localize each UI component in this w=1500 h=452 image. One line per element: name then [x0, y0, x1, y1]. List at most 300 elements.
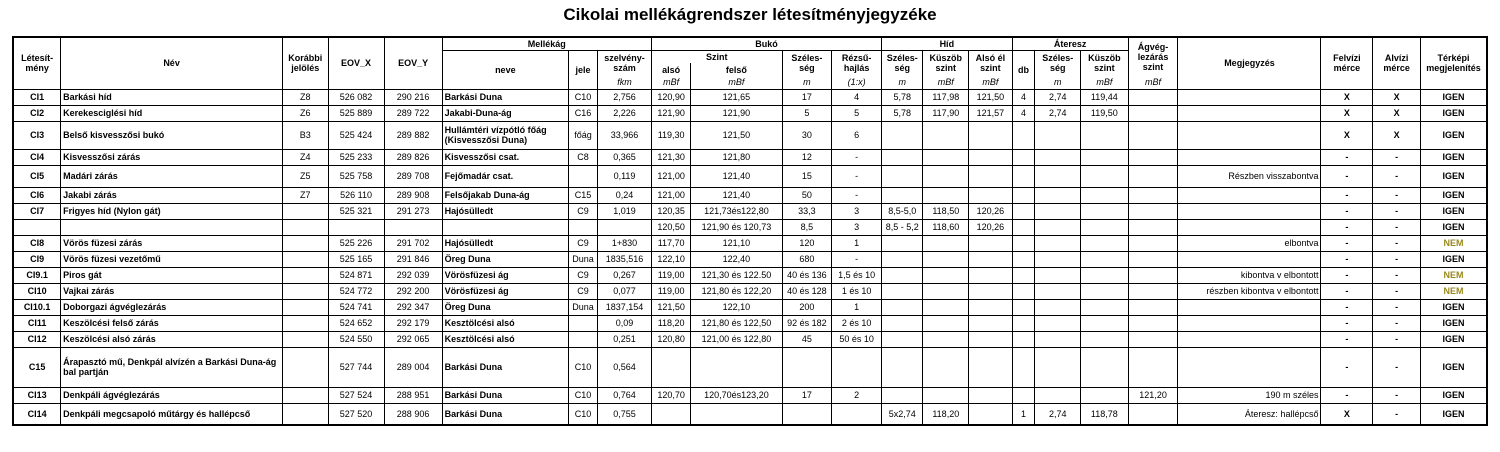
cell-buko-szel: 680	[782, 251, 832, 267]
cell-szelveny: 1+830	[598, 235, 652, 251]
cell-buko-rezsu: 1	[832, 299, 882, 315]
cell-korabbi	[282, 315, 328, 331]
cell-terkepi: IGEN	[1420, 347, 1487, 387]
cell-letesitmeny: CI5	[13, 165, 61, 187]
cell-megjegyzes	[1178, 347, 1321, 387]
cell-korabbi	[282, 219, 328, 235]
col-hid-kuszob: Küszöb szint	[923, 50, 969, 76]
cell-mellekag-jele: Duna	[569, 251, 598, 267]
cell-nev: Jakabi zárás	[61, 187, 283, 203]
cell-ateresz-szel	[1035, 149, 1081, 165]
cell-hid-szel: 8,5-5,0	[882, 203, 923, 219]
cell-alvizi: X	[1373, 105, 1421, 121]
group-buko: Bukó	[651, 37, 881, 50]
cell-terkepi: IGEN	[1420, 251, 1487, 267]
cell-eov-x	[328, 219, 384, 235]
cell-buko-also: 117,70	[651, 235, 690, 251]
cell-buko-szel: 30	[782, 121, 832, 149]
cell-nev: Frigyes híd (Nylon gát)	[61, 203, 283, 219]
cell-ateresz-szel	[1035, 187, 1081, 203]
cell-korabbi	[282, 235, 328, 251]
cell-megjegyzes	[1178, 203, 1321, 219]
cell-ateresz-db	[1012, 121, 1035, 149]
cell-buko-szel: 200	[782, 299, 832, 315]
cell-agveg	[1128, 347, 1178, 387]
cell-nev: Keszölcési alsó zárás	[61, 331, 283, 347]
cell-hid-kuszob	[923, 267, 969, 283]
table-row	[13, 403, 1487, 425]
cell-hid-kuszob	[923, 299, 969, 315]
cell-nev: Doborgazi ágvéglezárás	[61, 299, 283, 315]
cell-ateresz-szel	[1035, 387, 1081, 403]
cell-hid-also	[969, 299, 1013, 315]
cell-felvizi: -	[1321, 299, 1373, 315]
unit-buko-felso: mBf	[691, 76, 782, 89]
cell-ateresz-kuszob	[1081, 267, 1129, 283]
cell-alvizi: -	[1373, 267, 1421, 283]
cell-ateresz-db: 1	[1012, 403, 1035, 425]
cell-terkepi: IGEN	[1420, 331, 1487, 347]
cell-korabbi: Z4	[282, 149, 328, 165]
cell-hid-szel: 5,78	[882, 89, 923, 105]
cell-mellekag-jele: főág	[569, 121, 598, 149]
cell-eov-x: 525 226	[328, 235, 384, 251]
cell-felvizi: -	[1321, 387, 1373, 403]
cell-buko-felso: 121,50	[691, 121, 782, 149]
cell-buko-rezsu: -	[832, 165, 882, 187]
cell-szelveny: 0,755	[598, 403, 652, 425]
cell-szelveny: 0,24	[598, 187, 652, 203]
cell-ateresz-db	[1012, 267, 1035, 283]
cell-mellekag-jele	[569, 219, 598, 235]
cell-eov-x: 525 321	[328, 203, 384, 219]
cell-buko-rezsu: -	[832, 187, 882, 203]
cell-buko-szel: 33,3	[782, 203, 832, 219]
col-buko-szel: Széles- ség	[782, 50, 832, 76]
cell-hid-also	[969, 315, 1013, 331]
col-terkepi: Térképi megjelenítés	[1420, 37, 1487, 89]
cell-ateresz-kuszob	[1081, 203, 1129, 219]
cell-ateresz-db	[1012, 299, 1035, 315]
cell-buko-rezsu: 5	[832, 105, 882, 121]
cell-eov-y: 290 216	[384, 89, 442, 105]
cell-buko-felso: 121,90 és 120,73	[691, 219, 782, 235]
cell-felvizi: X	[1321, 403, 1373, 425]
cell-hid-kuszob	[923, 251, 969, 267]
table-row	[13, 315, 1487, 331]
cell-buko-rezsu: 1,5 és 10	[832, 267, 882, 283]
cell-ateresz-szel	[1035, 299, 1081, 315]
cell-terkepi: IGEN	[1420, 105, 1487, 121]
cell-letesitmeny: CI6	[13, 187, 61, 203]
cell-mellekag-neve: Hajósülledt	[442, 235, 568, 251]
cell-buko-szel: 50	[782, 187, 832, 203]
cell-megjegyzes	[1178, 299, 1321, 315]
cell-megjegyzes: elbontva	[1178, 235, 1321, 251]
cell-mellekag-neve: Vörösfüzesi ág	[442, 267, 568, 283]
group-ateresz: Áteresz	[1012, 37, 1128, 50]
cell-alvizi: -	[1373, 149, 1421, 165]
cell-letesitmeny: CI2	[13, 105, 61, 121]
cell-hid-szel	[882, 347, 923, 387]
cell-eov-y	[384, 219, 442, 235]
cell-alvizi: -	[1373, 331, 1421, 347]
cell-szelveny: 0,077	[598, 283, 652, 299]
col-buko-also: alsó	[651, 63, 690, 76]
cell-hid-also	[969, 165, 1013, 187]
cell-letesitmeny: CI10	[13, 283, 61, 299]
cell-agveg	[1128, 89, 1178, 105]
cell-korabbi	[282, 203, 328, 219]
cell-agveg	[1128, 331, 1178, 347]
cell-ateresz-kuszob	[1081, 149, 1129, 165]
cell-mellekag-neve: Hajósülledt	[442, 203, 568, 219]
cell-korabbi	[282, 331, 328, 347]
cell-hid-also	[969, 251, 1013, 267]
cell-hid-also	[969, 121, 1013, 149]
col-buko-felso: felső	[691, 63, 782, 76]
cell-szelveny: 2,226	[598, 105, 652, 121]
cell-felvizi: -	[1321, 251, 1373, 267]
cell-ateresz-szel	[1035, 251, 1081, 267]
cell-buko-felso: 120,70és123,20	[691, 387, 782, 403]
cell-ateresz-szel	[1035, 165, 1081, 187]
unit-buko-also: mBf	[651, 76, 690, 89]
cell-hid-szel	[882, 299, 923, 315]
cell-felvizi: X	[1321, 89, 1373, 105]
col-eov-y: EOV_Y	[384, 37, 442, 89]
unit-buko-rezsu: (1:x)	[832, 76, 882, 89]
cell-buko-also: 121,50	[651, 299, 690, 315]
cell-mellekag-neve: Kesztölcési alsó	[442, 331, 568, 347]
cell-felvizi: -	[1321, 283, 1373, 299]
cell-korabbi: Z6	[282, 105, 328, 121]
cell-buko-szel: 17	[782, 387, 832, 403]
cell-nev: Kisvesszősi zárás	[61, 149, 283, 165]
cell-eov-y: 289 882	[384, 121, 442, 149]
cell-nev: Madári zárás	[61, 165, 283, 187]
cell-hid-kuszob: 118,20	[923, 403, 969, 425]
cell-buko-felso	[691, 347, 782, 387]
cell-buko-felso: 122,40	[691, 251, 782, 267]
cell-letesitmeny: CI3	[13, 121, 61, 149]
cell-buko-szel: 40 és 136	[782, 267, 832, 283]
cell-letesitmeny: CI10.1	[13, 299, 61, 315]
cell-nev: Vörös füzesi vezetőmű	[61, 251, 283, 267]
cell-buko-felso: 121,10	[691, 235, 782, 251]
col-ateresz-szel: Széles- ség	[1035, 50, 1081, 76]
cell-ateresz-kuszob	[1081, 187, 1129, 203]
cell-buko-rezsu: -	[832, 251, 882, 267]
cell-hid-kuszob: 118,60	[923, 219, 969, 235]
cell-buko-also	[651, 403, 690, 425]
cell-ateresz-szel	[1035, 267, 1081, 283]
cell-ateresz-db	[1012, 187, 1035, 203]
col-buko-szint: Szint	[651, 50, 782, 63]
cell-hid-szel	[882, 121, 923, 149]
cell-terkepi: NEM	[1420, 267, 1487, 283]
cell-szelveny: 0,119	[598, 165, 652, 187]
cell-eov-x: 527 524	[328, 387, 384, 403]
cell-alvizi: -	[1373, 315, 1421, 331]
cell-korabbi	[282, 347, 328, 387]
cell-hid-also	[969, 403, 1013, 425]
cell-mellekag-neve: Kesztölcési alsó	[442, 315, 568, 331]
cell-hid-kuszob: 117,90	[923, 105, 969, 121]
cell-korabbi	[282, 299, 328, 315]
cell-mellekag-jele: C10	[569, 89, 598, 105]
cell-mellekag-jele: C10	[569, 347, 598, 387]
cell-agveg	[1128, 121, 1178, 149]
table-row	[13, 105, 1487, 121]
cell-hid-kuszob	[923, 149, 969, 165]
table-row	[13, 267, 1487, 283]
cell-megjegyzes	[1178, 149, 1321, 165]
cell-buko-also	[651, 347, 690, 387]
cell-ateresz-szel	[1035, 121, 1081, 149]
col-szelveny: szelvény- szám	[598, 50, 652, 76]
cell-hid-szel	[882, 315, 923, 331]
cell-nev: Árapasztó mű, Denkpál alvízén a Barkási Duna-ág bal partján	[61, 347, 283, 387]
cell-terkepi: NEM	[1420, 235, 1487, 251]
cell-ateresz-szel	[1035, 203, 1081, 219]
cell-szelveny: 1837,154	[598, 299, 652, 315]
cell-ateresz-db	[1012, 331, 1035, 347]
cell-terkepi: IGEN	[1420, 121, 1487, 149]
table-row	[13, 187, 1487, 203]
cell-mellekag-neve: Fejőmadár csat.	[442, 165, 568, 187]
cell-letesitmeny: CI1	[13, 89, 61, 105]
cell-eov-x: 524 871	[328, 267, 384, 283]
cell-letesitmeny: CI13	[13, 387, 61, 403]
cell-buko-felso: 121,90	[691, 105, 782, 121]
cell-szelveny: 0,09	[598, 315, 652, 331]
cell-agveg	[1128, 299, 1178, 315]
cell-mellekag-neve: Barkási Duna	[442, 347, 568, 387]
cell-letesitmeny: CI12	[13, 331, 61, 347]
cell-hid-szel	[882, 283, 923, 299]
cell-eov-y: 291 273	[384, 203, 442, 219]
cell-megjegyzes	[1178, 315, 1321, 331]
table-row	[13, 165, 1487, 187]
cell-buko-also: 119,30	[651, 121, 690, 149]
cell-agveg	[1128, 267, 1178, 283]
cell-buko-rezsu: 50 és 10	[832, 331, 882, 347]
cell-hid-also	[969, 331, 1013, 347]
cell-agveg	[1128, 219, 1178, 235]
cell-ateresz-szel	[1035, 219, 1081, 235]
cell-ateresz-kuszob	[1081, 347, 1129, 387]
cell-buko-also: 122,10	[651, 251, 690, 267]
cell-eov-x: 524 772	[328, 283, 384, 299]
cell-ateresz-szel	[1035, 347, 1081, 387]
cell-alvizi: -	[1373, 165, 1421, 187]
cell-terkepi: IGEN	[1420, 203, 1487, 219]
unit-hid-also: mBf	[969, 76, 1013, 89]
cell-buko-rezsu: 2 és 10	[832, 315, 882, 331]
cell-terkepi: NEM	[1420, 283, 1487, 299]
cell-szelveny: 0,365	[598, 149, 652, 165]
cell-ateresz-db	[1012, 315, 1035, 331]
cell-terkepi: IGEN	[1420, 89, 1487, 105]
cell-felvizi: X	[1321, 121, 1373, 149]
cell-letesitmeny: CI9	[13, 251, 61, 267]
cell-korabbi: Z5	[282, 165, 328, 187]
facility-table	[12, 36, 1488, 426]
cell-eov-y: 289 708	[384, 165, 442, 187]
cell-buko-szel: 40 és 128	[782, 283, 832, 299]
cell-buko-rezsu: 1	[832, 235, 882, 251]
cell-felvizi: -	[1321, 347, 1373, 387]
col-hid-also: Alsó él szint	[969, 50, 1013, 76]
cell-eov-y: 289 722	[384, 105, 442, 121]
cell-letesitmeny: CI4	[13, 149, 61, 165]
cell-terkepi: IGEN	[1420, 387, 1487, 403]
cell-buko-felso: 121,80 és 122,50	[691, 315, 782, 331]
cell-buko-szel: 45	[782, 331, 832, 347]
cell-hid-kuszob: 117,98	[923, 89, 969, 105]
cell-alvizi: X	[1373, 89, 1421, 105]
cell-ateresz-szel: 2,74	[1035, 89, 1081, 105]
cell-buko-also: 120,70	[651, 387, 690, 403]
cell-alvizi: -	[1373, 283, 1421, 299]
cell-hid-also	[969, 267, 1013, 283]
cell-buko-also: 121,30	[651, 149, 690, 165]
cell-megjegyzes	[1178, 251, 1321, 267]
cell-agveg	[1128, 283, 1178, 299]
cell-mellekag-neve: Barkási Duna	[442, 403, 568, 425]
cell-korabbi	[282, 403, 328, 425]
cell-agveg	[1128, 165, 1178, 187]
cell-eov-x: 526 082	[328, 89, 384, 105]
cell-buko-szel	[782, 403, 832, 425]
cell-eov-y: 292 039	[384, 267, 442, 283]
cell-eov-x: 524 741	[328, 299, 384, 315]
cell-buko-felso: 121,40	[691, 187, 782, 203]
cell-nev	[61, 219, 283, 235]
cell-ateresz-kuszob	[1081, 387, 1129, 403]
cell-buko-felso: 122,10	[691, 299, 782, 315]
col-eov-x: EOV_X	[328, 37, 384, 89]
cell-mellekag-jele: C15	[569, 187, 598, 203]
cell-ateresz-db	[1012, 387, 1035, 403]
col-nev: Név	[61, 37, 283, 89]
table-row	[13, 235, 1487, 251]
cell-korabbi	[282, 267, 328, 283]
cell-mellekag-neve: Hullámtéri vízpótló főág (Kisvesszősi Duna)	[442, 121, 568, 149]
cell-agveg	[1128, 105, 1178, 121]
cell-letesitmeny: CI14	[13, 403, 61, 425]
cell-mellekag-jele	[569, 165, 598, 187]
col-mellekag-jele: jele	[569, 50, 598, 89]
cell-ateresz-kuszob	[1081, 121, 1129, 149]
col-alvizi: Alvízi mérce	[1373, 37, 1421, 89]
cell-nev: Denkpáli ágvéglezárás	[61, 387, 283, 403]
cell-felvizi: -	[1321, 331, 1373, 347]
cell-ateresz-kuszob	[1081, 315, 1129, 331]
cell-buko-rezsu: 4	[832, 89, 882, 105]
col-korabbi: Korábbi jelölés	[282, 37, 328, 89]
cell-korabbi: B3	[282, 121, 328, 149]
cell-alvizi: -	[1373, 347, 1421, 387]
page-title: Cikolai mellékágrendszer létesítményjegyzéke	[563, 5, 937, 24]
cell-ateresz-szel	[1035, 331, 1081, 347]
cell-megjegyzes	[1178, 105, 1321, 121]
cell-alvizi: X	[1373, 121, 1421, 149]
cell-ateresz-szel: 2,74	[1035, 105, 1081, 121]
cell-terkepi: IGEN	[1420, 299, 1487, 315]
cell-hid-szel	[882, 267, 923, 283]
cell-megjegyzes: kibontva v elbontott	[1178, 267, 1321, 283]
unit-szelveny: fkm	[598, 76, 652, 89]
cell-mellekag-neve: Vörösfüzesi ág	[442, 283, 568, 299]
cell-eov-x: 525 233	[328, 149, 384, 165]
cell-felvizi: -	[1321, 267, 1373, 283]
cell-buko-rezsu	[832, 347, 882, 387]
cell-ateresz-kuszob	[1081, 299, 1129, 315]
group-hid: Híd	[882, 37, 1013, 50]
cell-szelveny: 0,251	[598, 331, 652, 347]
cell-felvizi: -	[1321, 315, 1373, 331]
cell-hid-szel	[882, 387, 923, 403]
cell-felvizi: -	[1321, 149, 1373, 165]
cell-eov-y: 289 826	[384, 149, 442, 165]
cell-eov-y: 292 179	[384, 315, 442, 331]
cell-nev: Barkási híd	[61, 89, 283, 105]
group-mellekag: Mellékág	[442, 37, 651, 50]
cell-agveg	[1128, 187, 1178, 203]
cell-terkepi: IGEN	[1420, 403, 1487, 425]
cell-hid-szel	[882, 187, 923, 203]
cell-buko-also: 119,00	[651, 283, 690, 299]
col-ateresz-db: db	[1012, 50, 1035, 89]
cell-buko-also: 118,20	[651, 315, 690, 331]
cell-ateresz-szel	[1035, 315, 1081, 331]
col-mellekag-neve: neve	[442, 50, 568, 89]
col-ateresz-kuszob: Küszöb szint	[1081, 50, 1129, 76]
cell-buko-rezsu: 3	[832, 203, 882, 219]
cell-eov-y: 292 200	[384, 283, 442, 299]
cell-buko-also: 120,80	[651, 331, 690, 347]
cell-ateresz-kuszob	[1081, 283, 1129, 299]
cell-ateresz-kuszob	[1081, 251, 1129, 267]
cell-eov-x: 525 165	[328, 251, 384, 267]
cell-felvizi: -	[1321, 203, 1373, 219]
cell-buko-szel: 120	[782, 235, 832, 251]
cell-szelveny: 1,019	[598, 203, 652, 219]
cell-felvizi: -	[1321, 187, 1373, 203]
cell-hid-kuszob	[923, 165, 969, 187]
cell-korabbi: Z8	[282, 89, 328, 105]
cell-ateresz-db	[1012, 165, 1035, 187]
cell-agveg	[1128, 403, 1178, 425]
cell-eov-x: 524 550	[328, 331, 384, 347]
cell-letesitmeny: CI9.1	[13, 267, 61, 283]
table-row	[13, 121, 1487, 149]
cell-mellekag-neve: Jakabi-Duna-ág	[442, 105, 568, 121]
cell-hid-szel	[882, 235, 923, 251]
cell-alvizi: -	[1373, 203, 1421, 219]
cell-agveg	[1128, 149, 1178, 165]
table-body	[13, 89, 1487, 425]
unit-hid-szel: m	[882, 76, 923, 89]
cell-mellekag-jele: C10	[569, 403, 598, 425]
cell-hid-szel	[882, 331, 923, 347]
table-row	[13, 219, 1487, 235]
cell-ateresz-db	[1012, 251, 1035, 267]
cell-buko-also: 120,50	[651, 219, 690, 235]
cell-hid-also	[969, 187, 1013, 203]
